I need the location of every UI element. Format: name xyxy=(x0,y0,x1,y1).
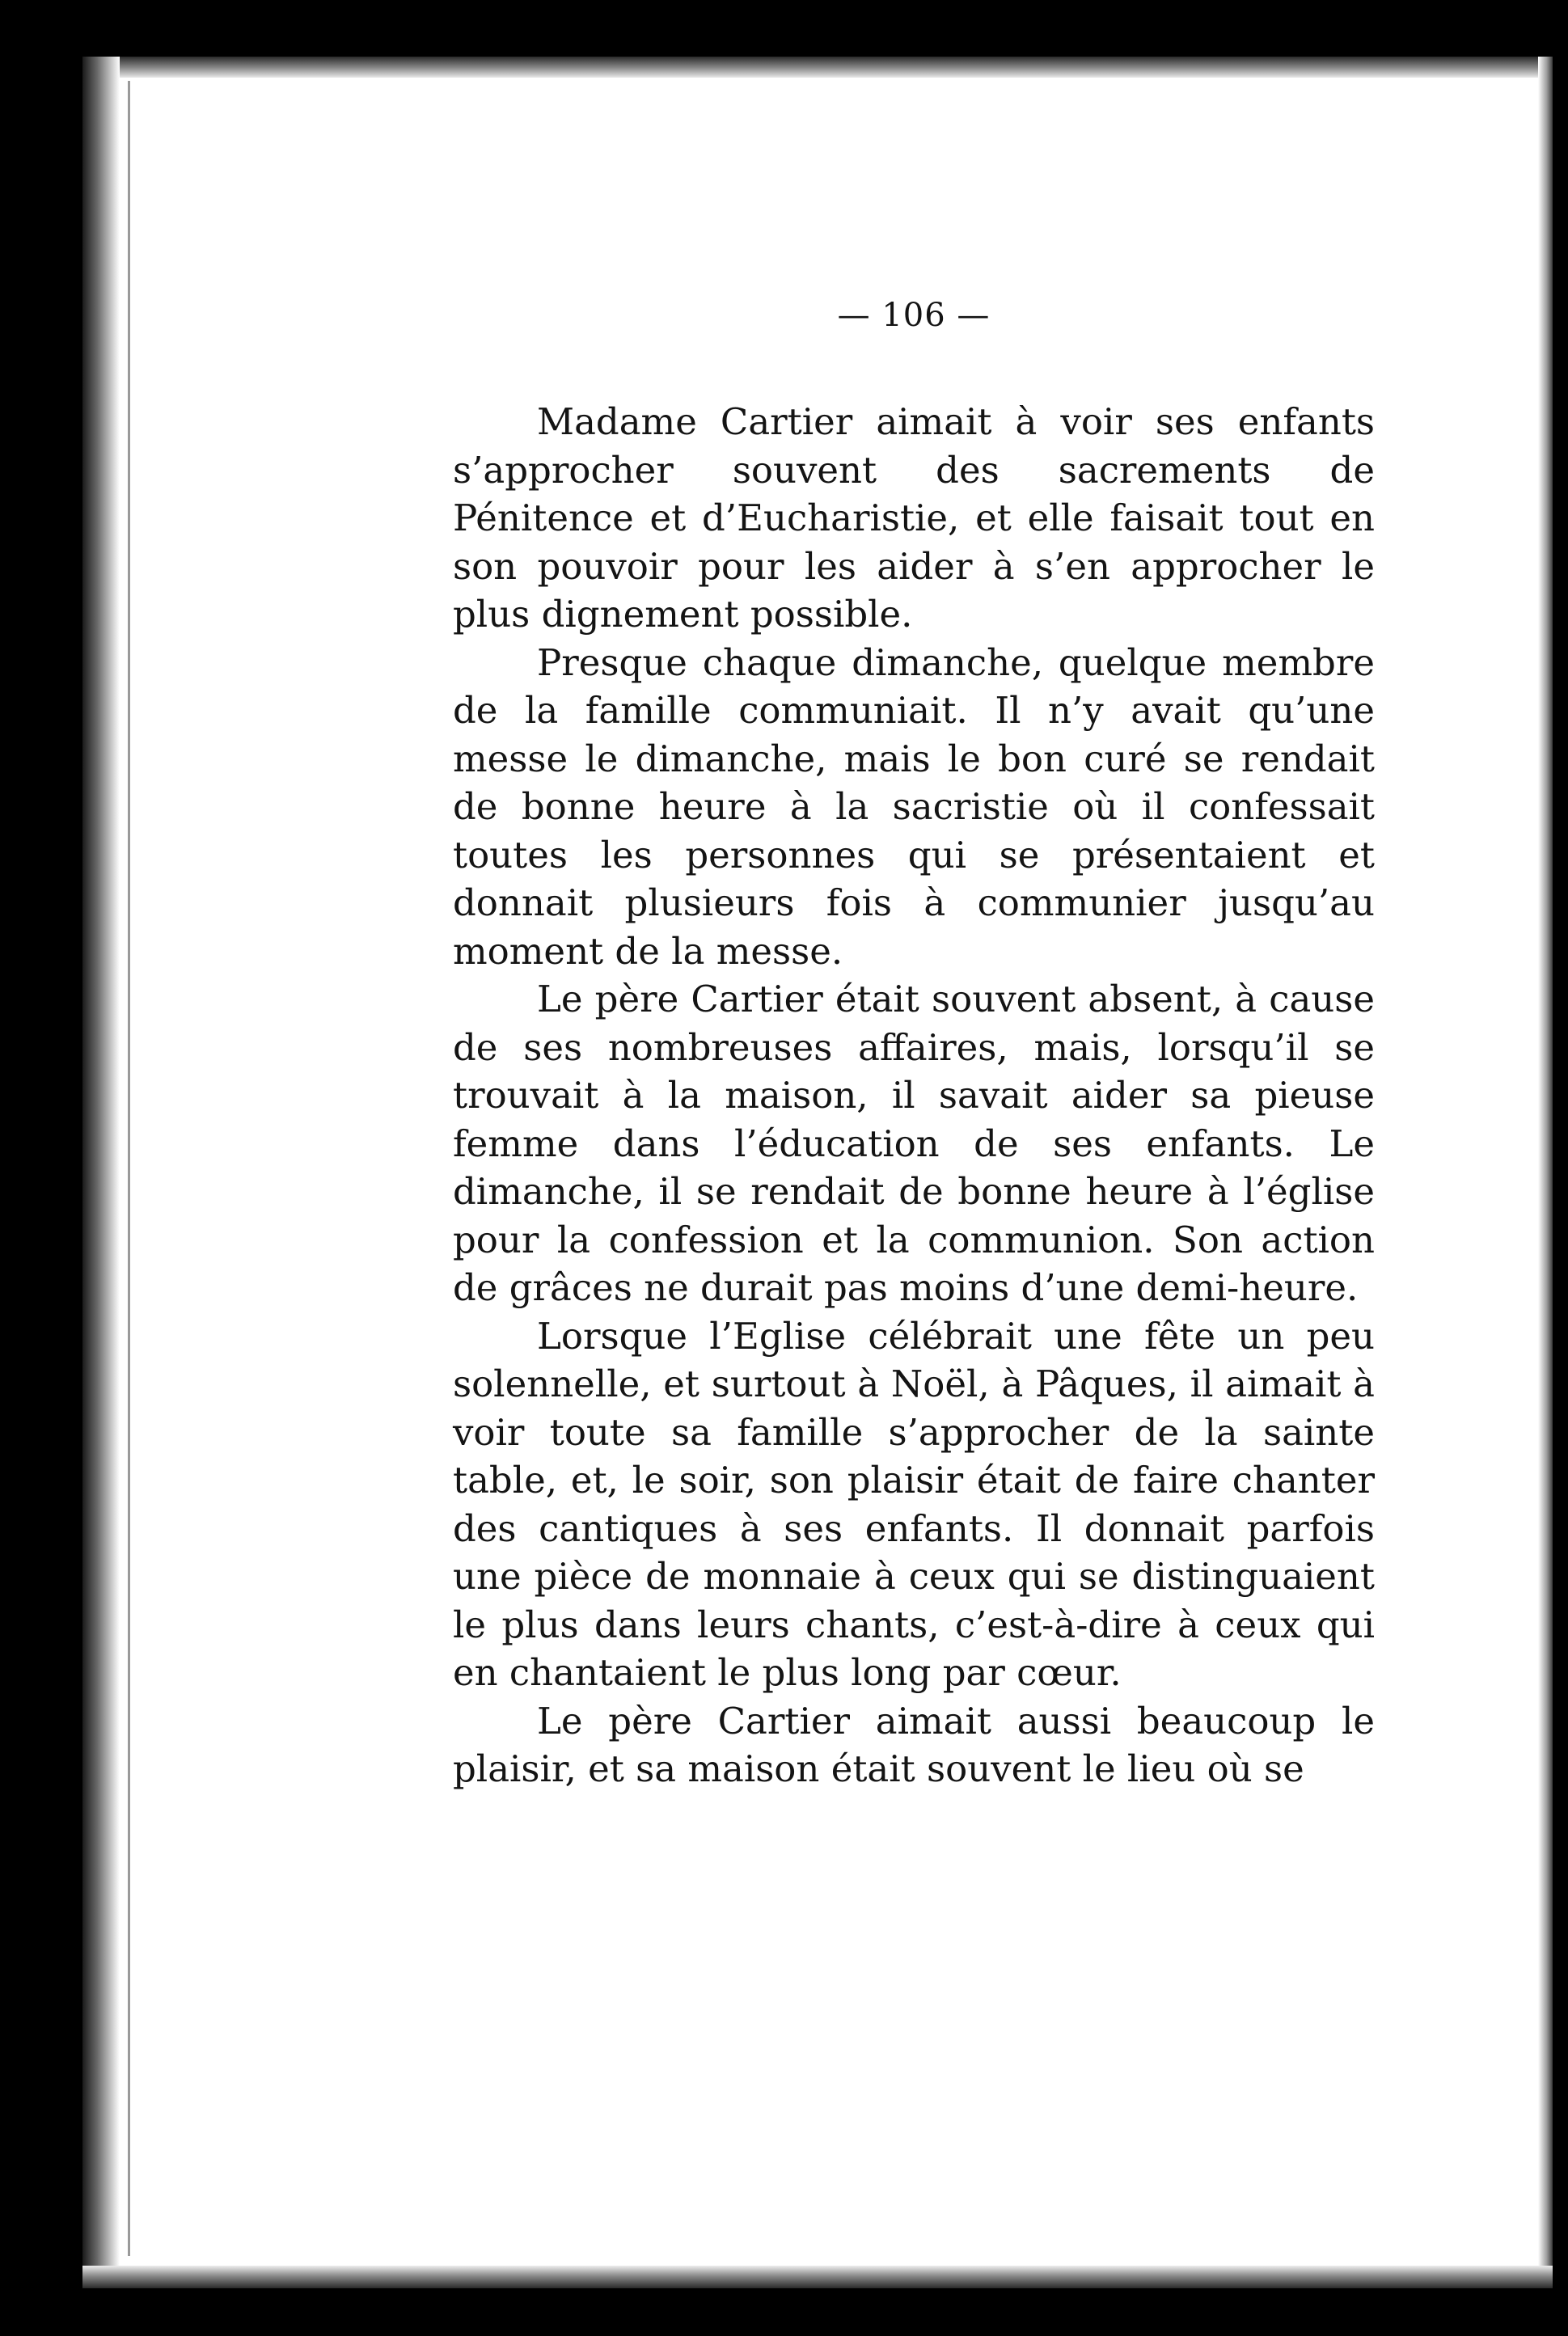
paragraph-1: Madame Cartier aimait à voir ses enfants s’approcher souvent des sacrements de Pénitence et d’Eucharistie, et elle faisait tout en son pouvoir pour les aider à s’en approcher le plus dignement possible. xyxy=(453,400,1375,636)
paragraph-4: Lorsque l’Eglise célébrait une fête un peu solennelle, et surtout à Noël, à Pâques, il aimait à voir toute sa famille s’approcher de la sainte table, et, le soir, son plaisir était de faire chanter des cantiques à ses enfants. Il donnait parfois une pièce de monnaie à ceux qui se distinguaient le plus dans leurs chants, c’est-à-dire à ceux qui en chantaient le plus long par cœur. xyxy=(453,1314,1375,1694)
page-edge-left xyxy=(82,57,120,2288)
paragraph-3: Le père Cartier était souvent absent, à cause de ses nombreuses affaires, mais, lorsqu’il se trouvait à la maison, il savait aider sa pieuse femme dans l’éducation de ses enfants. Le dimanche, il se rendait de bonne heure à l’église pour la confession et la communion. Son action de grâces ne durait pas moins d’une demi-heure. xyxy=(453,978,1375,1309)
page-edge-bottom xyxy=(82,2266,1553,2288)
page-edge-right xyxy=(1538,57,1553,2288)
paragraph-2: Presque chaque dimanche, quelque membre de la famille communiait. Il n’y avait qu’une messe le dimanche, mais le bon curé se rendait de bonne heure à la sacristie où il confessait toutes les personnes qui se présentaient et donnait plusieurs fois à communier jusqu’au moment de la messe. xyxy=(453,640,1375,973)
page-edge-top xyxy=(82,57,1553,78)
page-text-block xyxy=(453,291,1375,1793)
binding-line xyxy=(128,81,130,2256)
page-number: — 106 — xyxy=(837,297,991,334)
paragraph-5: Le père Cartier aimait aussi beaucoup le plaisir, et sa maison était souvent le lieu où se xyxy=(453,1699,1375,1790)
